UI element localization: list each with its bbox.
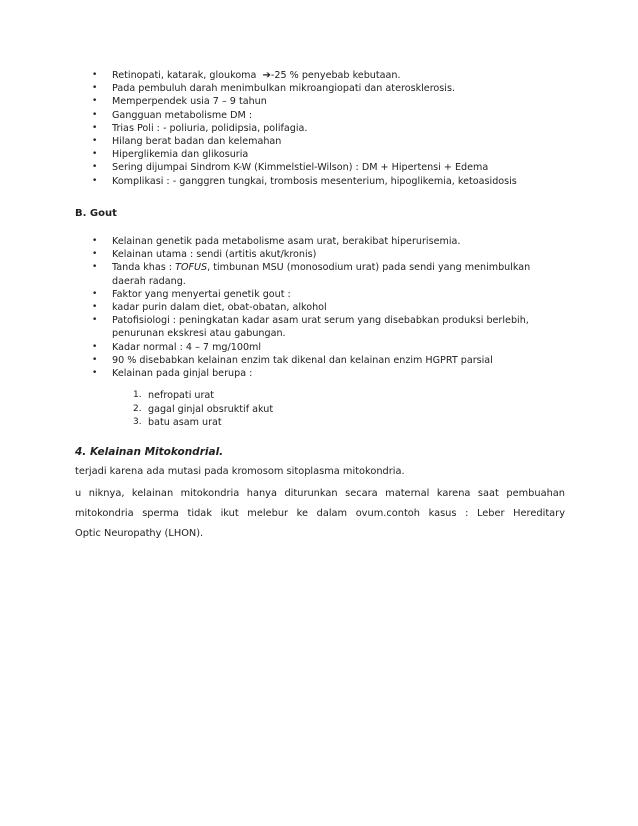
list-item: • Patofisiologi : peningkatan kadar asam urat serum yang disebabkan produksi berlebih, penurunan ekskresi atau gabungan. (92, 315, 529, 340)
bullet-icon: • (92, 175, 98, 186)
list-item: • Trias Poli : - poliuria, polidipsia, polifagia. (92, 122, 308, 134)
arrow-right-icon: ➔ (262, 70, 271, 81)
list-item: • Kelainan utama : sendi (artitis akut/kronis) (92, 249, 317, 261)
bullet-icon: • (92, 249, 98, 260)
bullet-icon: • (92, 302, 98, 313)
bullet-icon: • (92, 315, 98, 326)
list-item: 1. nefropati urat (133, 390, 215, 401)
bullet-icon: • (92, 70, 98, 80)
paragraph-line: Optic Neuropathy (LHON). (75, 528, 204, 539)
paragraph-line: u niknya, kelainan mitokondria hanya diturunkan secara maternal karena saat pembuahan (75, 488, 565, 499)
list-item: • Hilang berat badan dan kelemahan (92, 136, 282, 148)
bullet-icon: • (92, 83, 98, 94)
list-item: • Memperpendek usia 7 – 9 tahun (92, 96, 267, 108)
paragraph (75, 484, 565, 544)
list-item: • Kadar normal : 4 – 7 mg/100ml (92, 341, 262, 353)
list-item: • Gangguan metabolisme DM : (92, 109, 253, 121)
list-item: • Sering dijumpai Sindrom K-W (Kimmelstiel-Wilson) : DM + Hipertensi + Edema (92, 162, 489, 174)
tofus-term: TOFUS (175, 262, 208, 274)
list-item: • Retinopati, katarak, gloukoma ➔-25 % penyebab kebutaan. (92, 70, 401, 81)
paragraph: terjadi karena ada mutasi pada kromosom sitoplasma mitokondria. (75, 466, 405, 477)
list-item: • Komplikasi : - ganggren tungkai, trombosis mesenterium, hipoglikemia, ketoasidosis (92, 175, 517, 187)
list-item: • Hiperglikemia dan glikosuria (92, 149, 249, 161)
list-item: • 90 % disebabkan kelainan enzim tak dikenal dan kelainan enzim HGPRT parsial (92, 354, 493, 366)
paragraph-line: mitokondria sperma tidak ikut melebur ke dalam ovum.contoh kasus : Leber Hereditary (75, 508, 565, 519)
bullet-icon: • (92, 368, 98, 379)
bullet-icon: • (92, 288, 98, 299)
diabetes-list (0, 69, 552, 188)
bullet-icon: • (92, 96, 98, 107)
bullet-icon: • (92, 136, 98, 147)
bullet-icon: • (92, 262, 98, 273)
list-item: • Kelainan pada ginjal berupa : (92, 368, 253, 380)
bullet-icon: • (92, 354, 98, 365)
bullet-icon: • (92, 341, 98, 352)
bullet-icon: • (92, 122, 98, 133)
list-item: • Pada pembuluh darah menimbulkan mikroangiopati dan aterosklerosis. (92, 83, 456, 95)
section-heading-mitochondrial: 4. Kelainan Mitokondrial. (75, 446, 224, 458)
bullet-icon: • (92, 109, 98, 120)
gout-list (0, 235, 552, 380)
section-heading-gout: B. Gout (75, 208, 117, 219)
bullet-icon: • (92, 162, 98, 173)
list-item: • Tanda khas : TOFUS, timbunan MSU (monosodium urat) pada sendi yang menimbulkan daerah radang. (92, 262, 531, 287)
bullet-icon: • (92, 236, 98, 246)
list-item: 2. gagal ginjal obsruktif akut (133, 403, 274, 415)
list-item: 3. batu asam urat (133, 417, 222, 428)
bullet-icon: • (92, 149, 98, 160)
kidney-numbered-list (0, 389, 273, 430)
list-item: • Faktor yang menyertai genetik gout : (92, 288, 291, 300)
list-item: • kadar purin dalam diet, obat-obatan, alkohol (92, 302, 327, 314)
list-item: • Kelainan genetik pada metabolisme asam urat, berakibat hiperurisemia. (92, 236, 461, 247)
